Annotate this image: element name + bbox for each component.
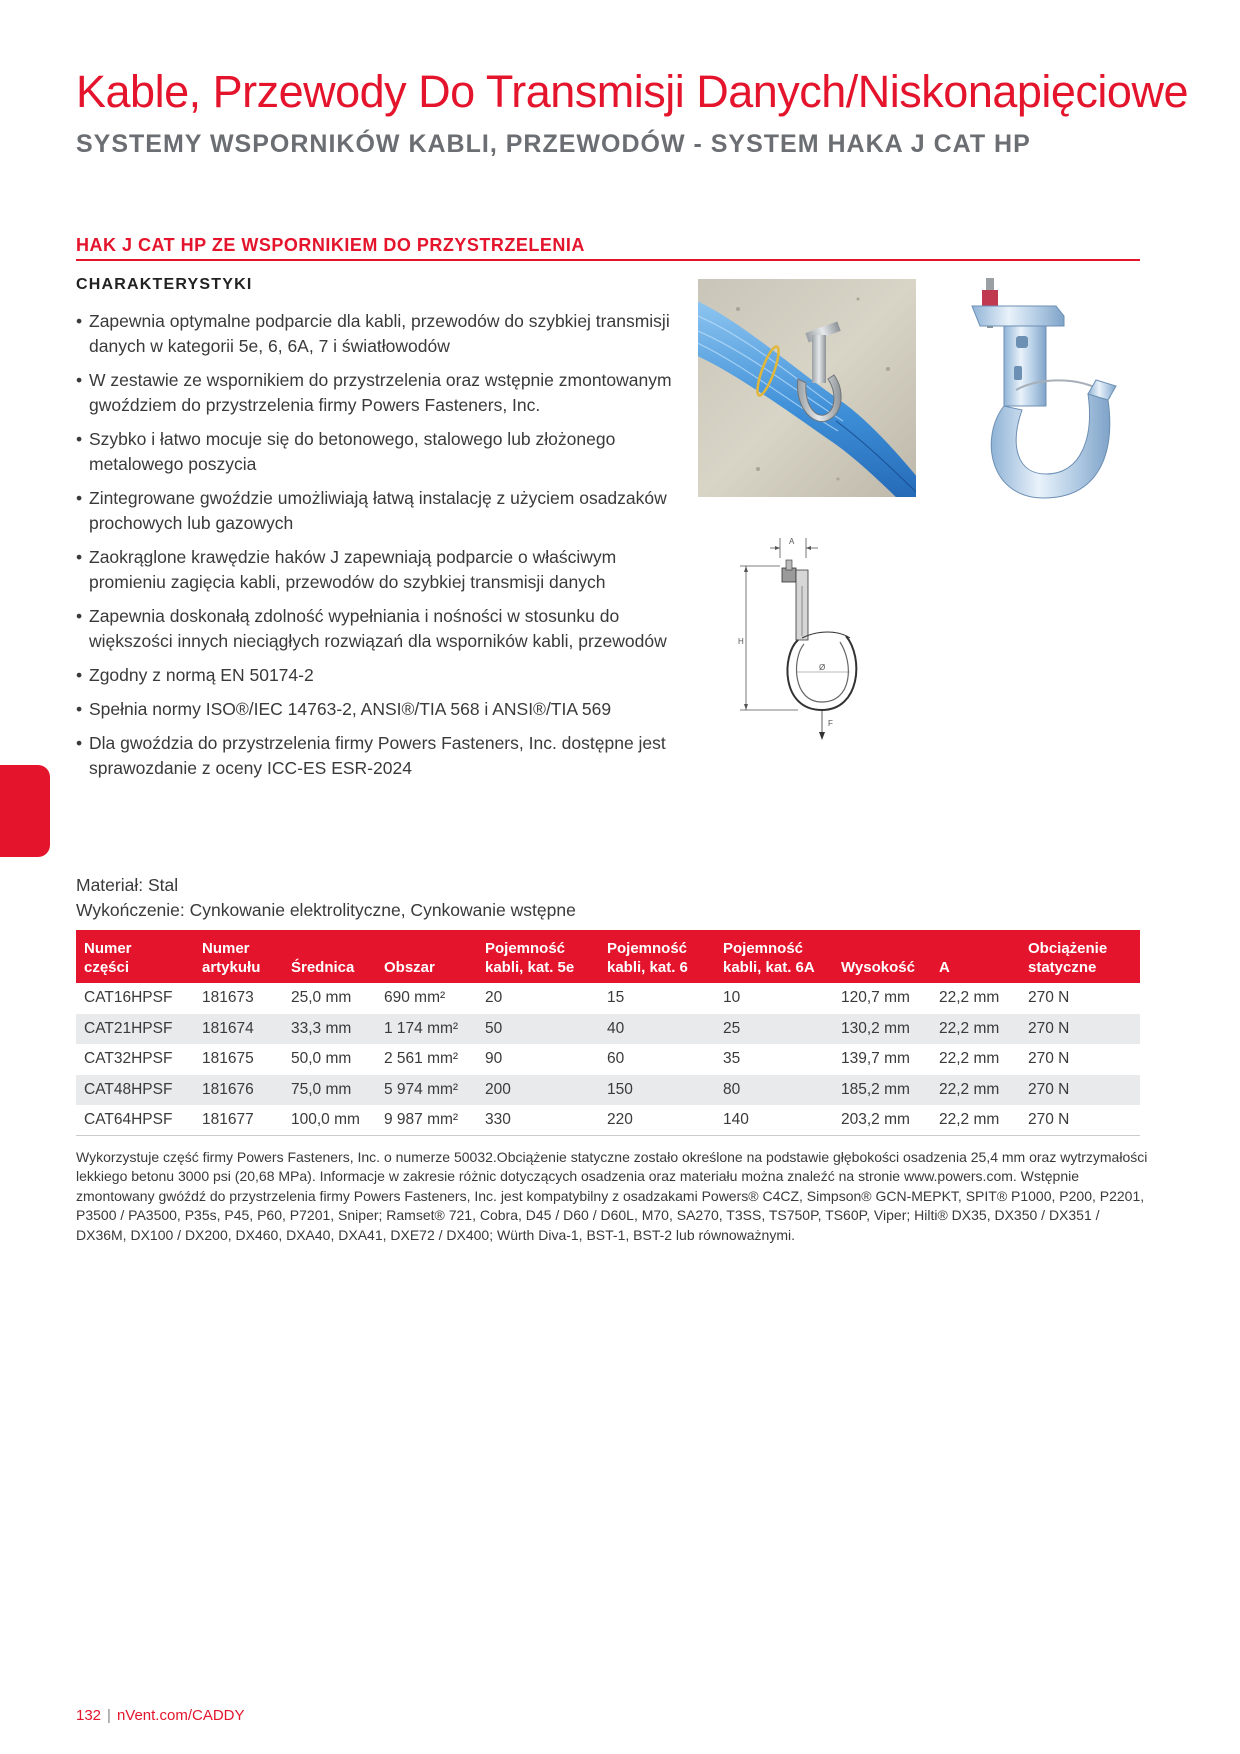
finish-line: Wykończenie: Cynkowanie elektrolityczne, Cynkowanie wstępne [76,900,576,920]
dim-label-diameter: Ø [819,663,826,672]
col-header-capacity-6a: Pojemność kabli, kat. 6A [715,930,833,983]
table-cell: 330 [477,1105,599,1136]
table-cell: 120,7 mm [841,989,910,1007]
page-subtitle: SYSTEMY WSPORNIKÓW KABLI, PRZEWODÓW - SYSTEM HAKA J CAT HP [76,130,1031,158]
table-cell: 22,2 mm [939,1050,1000,1068]
table-cell: CAT21HPSF [76,1014,194,1045]
table-cell: 270 N [1028,1050,1070,1068]
col-header-a: A [931,930,1020,983]
feature-item: • Spełnia normy ISO®/IEC 14763-2, ANSI®/TIA 568 i ANSI®/TIA 569 [76,697,676,722]
table-cell: 40 [599,1014,715,1045]
table-cell: 5 974 mm² [376,1075,477,1106]
col-header-capacity-6: Pojemność kabli, kat. 6 [599,930,715,983]
table-cell: 270 N [1020,1105,1140,1136]
col-header-article-number: Numer artykułu [194,930,283,983]
table-cell: CAT32HPSF [84,1050,173,1068]
table-cell: CAT48HPSF [76,1075,194,1106]
table-cell: 150 [599,1075,715,1106]
table-cell: CAT16HPSF [84,989,173,1007]
table-cell: 25 [715,1014,833,1045]
table-cell: 22,2 mm [931,1075,1020,1106]
feature-item: • W zestawie ze wspornikiem do przystrzelenia oraz wstępnie zmontowanym gwoździem do przystrzelenia firmy Powers Fasteners, Inc. [76,368,676,418]
table-row [76,1014,1140,1045]
product-image [960,276,1128,508]
table-cell: 181675 [202,1050,254,1068]
table-cell: 15 [607,989,625,1007]
col-header-part-number: Numer części [76,930,194,983]
feature-item: • Zapewnia doskonałą zdolność wypełniania i nośności w stosunku do większości innych nieciągłych rozwiązań dla wsporników kabli, przewodów [76,604,676,654]
table-cell: 22,2 mm [939,989,1000,1007]
feature-item: • Zgodny z normą EN 50174-2 [76,663,676,688]
page-number: 132 [76,1707,102,1724]
table-cell: 100,0 mm [283,1105,376,1136]
feature-item: • Szybko i łatwo mocuje się do betonowego, stalowego lub złożonego metalowego poszycia [76,427,676,477]
table-cell: 33,3 mm [283,1014,376,1045]
table-cell: 690 mm² [384,989,446,1007]
footer-website-link[interactable]: nVent.com/CADDY [116,1707,245,1724]
table-cell: 270 N [1028,989,1070,1007]
table-cell: 270 N [1020,1014,1140,1045]
dim-label-h: H [738,637,744,646]
table-row [76,1075,1140,1106]
material-line: Materiał: Stal [76,875,179,895]
col-header-capacity-5e: Pojemność kabli, kat. 5e [477,930,599,983]
footer-separator: | [107,1707,111,1724]
table-cell: 22,2 mm [931,1014,1020,1045]
table-cell: 80 [715,1075,833,1106]
material-info [76,873,576,923]
installation-photo [698,279,916,497]
table-cell: 90 [485,1050,503,1068]
table-cell: 50,0 mm [291,1050,352,1068]
table-cell: 20 [485,989,503,1007]
table-cell: 270 N [1020,1075,1140,1106]
table-cell: 181676 [194,1075,283,1106]
table-cell: 130,2 mm [833,1014,931,1045]
table-cell: 1 174 mm² [376,1014,477,1045]
table-cell: 25,0 mm [291,989,352,1007]
table-row [76,983,1140,1014]
table-cell: 200 [477,1075,599,1106]
col-header-diameter: Średnica [283,930,376,983]
table-cell: 2 561 mm² [384,1050,459,1068]
col-header-static-load: Obciążenie statyczne [1020,930,1140,983]
col-header-area: Obszar [376,930,477,983]
table-cell: 22,2 mm [931,1105,1020,1136]
table-row [76,1044,1140,1075]
side-tab [0,765,50,857]
table-cell: 203,2 mm [833,1105,931,1136]
table-cell: CAT64HPSF [76,1105,194,1136]
col-header-height: Wysokość [833,930,931,983]
dim-label-f: F [828,719,833,728]
table-cell: 139,7 mm [841,1050,910,1068]
footnote: Wykorzystuje część firmy Powers Fasteners, Inc. o numerze 50032.Obciążenie statyczne zostało określone na podstawie głębokości osadzenia 25,4 mm oraz wytrzymałości lekkiego betonu 3000 psi (20,68 MPa). Informacje w zakresie różnic dotyczących osadzenia oraz materiału można znaleźć na stronie www.powers.com. Wstępnie zmontowany gwóźdź do przystrzelenia firmy Powers Fasteners, Inc. jest kompatybilny z osadzakami Powers® C4CZ, Simpson® GCN-MEPKT, SPIT® P1000, P200, P2201, P3500 / PA3500, P35s, P45, P60, P7201, Sniper; Ramset® 721, Cobra, D45 / D60 / D60L, M70, SA270, T3SS, TS750P, TS60P, Viper; Hilti® DX35, DX350 / DX351 / DX36M, DX100 / DX200, DX460, DXA40, DXA41, DXE72 / DX400; Würth Diva-1, BST-1, BST-2 lub równoważnymi. [76,1149,1148,1243]
table-cell: 181674 [194,1014,283,1045]
features-heading: CHARAKTERYSTYKI [76,276,253,293]
section-title: HAK J CAT HP ZE WSPORNIKIEM DO PRZYSTRZELENIA [76,235,1140,261]
table-cell: 220 [599,1105,715,1136]
footer [76,1707,245,1724]
table-cell: 35 [723,1050,741,1068]
spec-table [76,930,1140,1136]
feature-item: • Zapewnia optymalne podparcie dla kabli, przewodów do szybkiej transmisji danych w kategorii 5e, 6, 6A, 7 i światłowodów [76,309,676,359]
page-title: Kable, Przewody Do Transmisji Danych/Niskonapięciowe [76,66,1188,117]
feature-item: • Zaokrąglone krawędzie haków J zapewniają podparcie o właściwym promieniu zagięcia kabli, przewodów do szybkiej transmisji danych [76,545,676,595]
feature-item: • Zintegrowane gwoździe umożliwiają łatwą instalację z użyciem osadzaków prochowych lub gazowych [76,486,676,536]
table-cell: 185,2 mm [833,1075,931,1106]
features-list [76,309,676,790]
table-cell: 181673 [202,989,254,1007]
table-cell: 50 [477,1014,599,1045]
table-cell: 60 [607,1050,625,1068]
table-cell: 10 [723,989,741,1007]
table-cell: 9 987 mm² [376,1105,477,1136]
feature-item: • Dla gwoździa do przystrzelenia firmy Powers Fasteners, Inc. dostępne jest sprawozdanie z oceny ICC-ES ESR-2024 [76,731,676,781]
dimension-drawing [726,530,876,742]
table-cell: 181677 [194,1105,283,1136]
table-cell: 75,0 mm [283,1075,376,1106]
table-cell: 140 [715,1105,833,1136]
table-row [76,1105,1140,1136]
dim-label-a: A [789,537,795,546]
table-header-row [76,930,1140,983]
